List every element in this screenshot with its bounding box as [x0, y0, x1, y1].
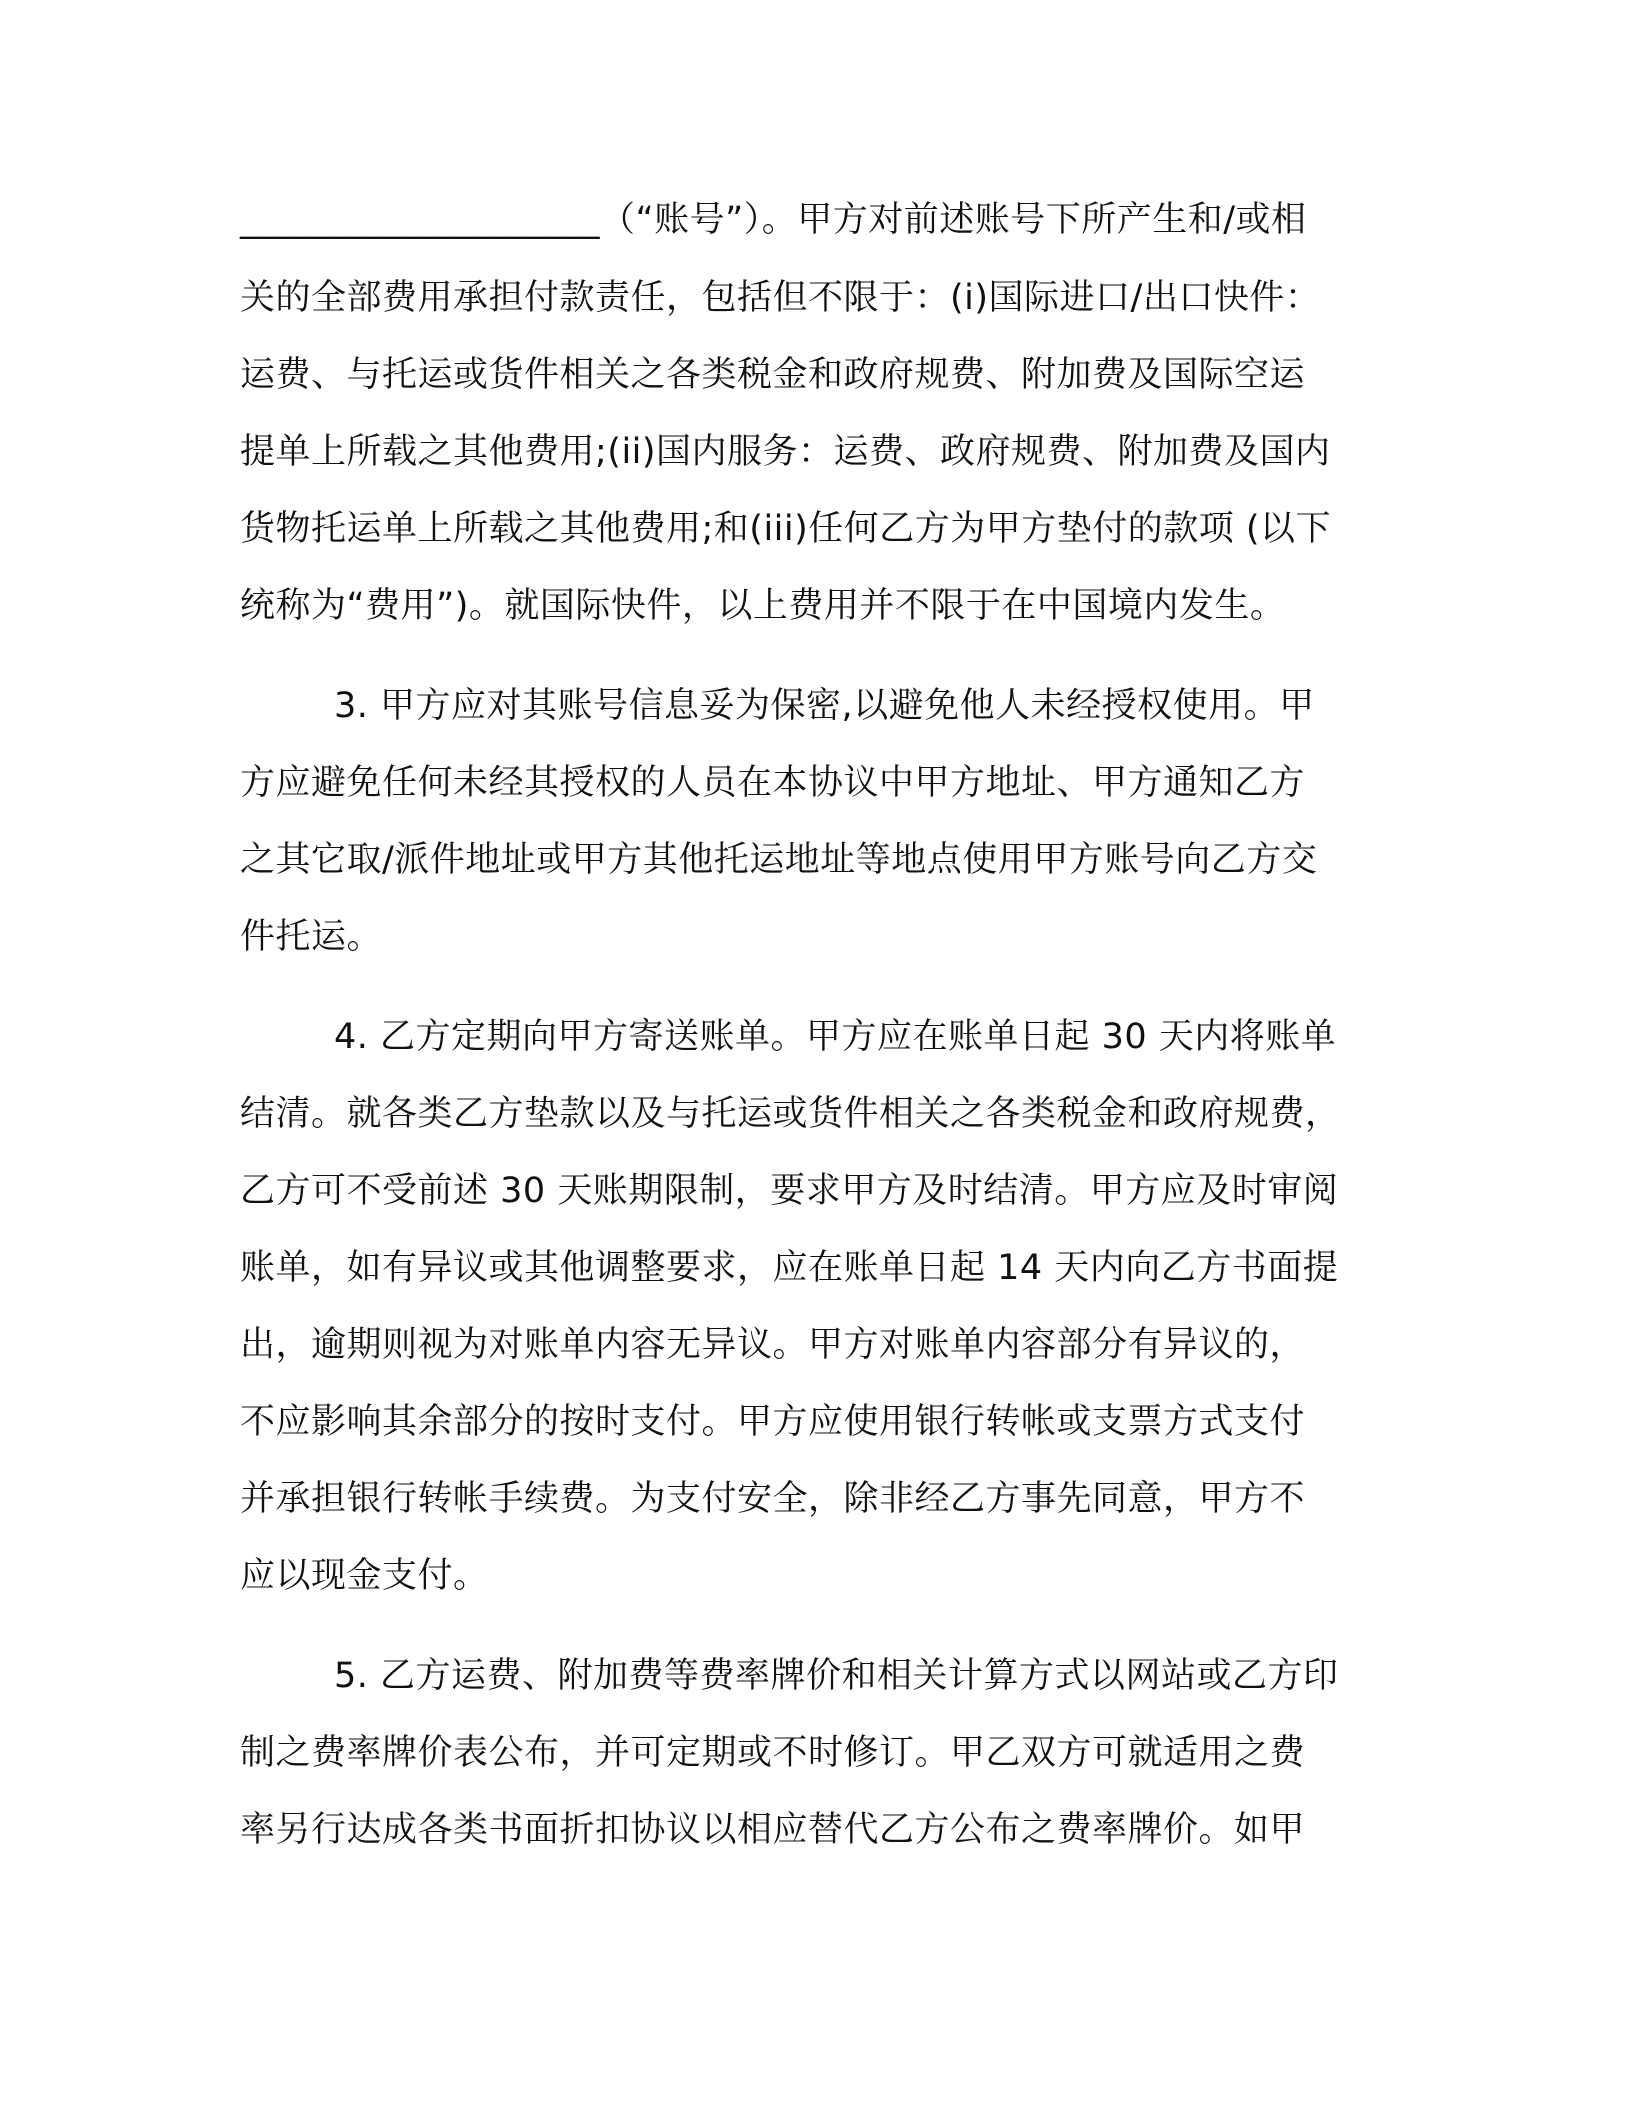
clause-5-first-line: 5. 乙方运费、附加费等费率牌价和相关计算方式以网站或乙方印 [334, 1656, 1339, 1696]
text-line: 件托运。 [240, 917, 383, 957]
text-line: 应以现金支付。 [240, 1556, 489, 1596]
text-line: 不应影响其余部分的按时支付。甲方应使用银行转帐或支票方式支付 [240, 1402, 1306, 1442]
text-line: ____________________（“账号”）。甲方对前述账号下所产生和/或相 [240, 200, 1307, 240]
text-line: 货物托运单上所载之其他费用;和(iii)任何乙方为甲方垫付的款项 (以下 [240, 509, 1332, 549]
clause-4-first-line: 4. 乙方定期向甲方寄送账单。甲方应在账单日起 30 天内将账单 [334, 1017, 1337, 1057]
text-line: 统称为“费用”)。就国际快件，以上费用并不限于在中国境内发生。 [240, 586, 1286, 626]
text-line: 乙方可不受前述 30 天账期限制，要求甲方及时结清。甲方应及时审阅 [240, 1171, 1339, 1211]
text-line: 之其它取/派件地址或甲方其他托运地址等地点使用甲方账号向乙方交 [240, 840, 1318, 880]
text-line: 出，逾期则视为对账单内容无异议。甲方对账单内容部分有异议的， [240, 1325, 1306, 1365]
text-line: 制之费率牌价表公布，并可定期或不时修订。甲乙双方可就适用之费 [240, 1733, 1306, 1773]
clause-3-first-line: 3. 甲方应对其账号信息妥为保密,以避免他人未经授权使用。甲 [334, 686, 1315, 726]
text-line: 关的全部费用承担付款责任，包括但不限于：(i)国际进口/出口快件： [240, 278, 1321, 318]
text-line: 方应避免任何未经其授权的人员在本协议中甲方地址、甲方通知乙方 [240, 763, 1306, 803]
text-line: 运费、与托运或货件相关之各类税金和政府规费、附加费及国际空运 [240, 355, 1306, 395]
text-line: 账单，如有异议或其他调整要求，应在账单日起 14 天内向乙方书面提 [240, 1248, 1339, 1288]
text-line: 提单上所载之其他费用;(ii)国内服务：运费、政府规费、附加费及国内 [240, 432, 1331, 472]
text-line: 率另行达成各类书面折扣协议以相应替代乙方公布之费率牌价。如甲 [240, 1810, 1306, 1850]
text-line: 结清。就各类乙方垫款以及与托运或货件相关之各类税金和政府规费， [240, 1094, 1341, 1134]
text-line: 并承担银行转帐手续费。为支付安全，除非经乙方事先同意，甲方不 [240, 1479, 1306, 1519]
